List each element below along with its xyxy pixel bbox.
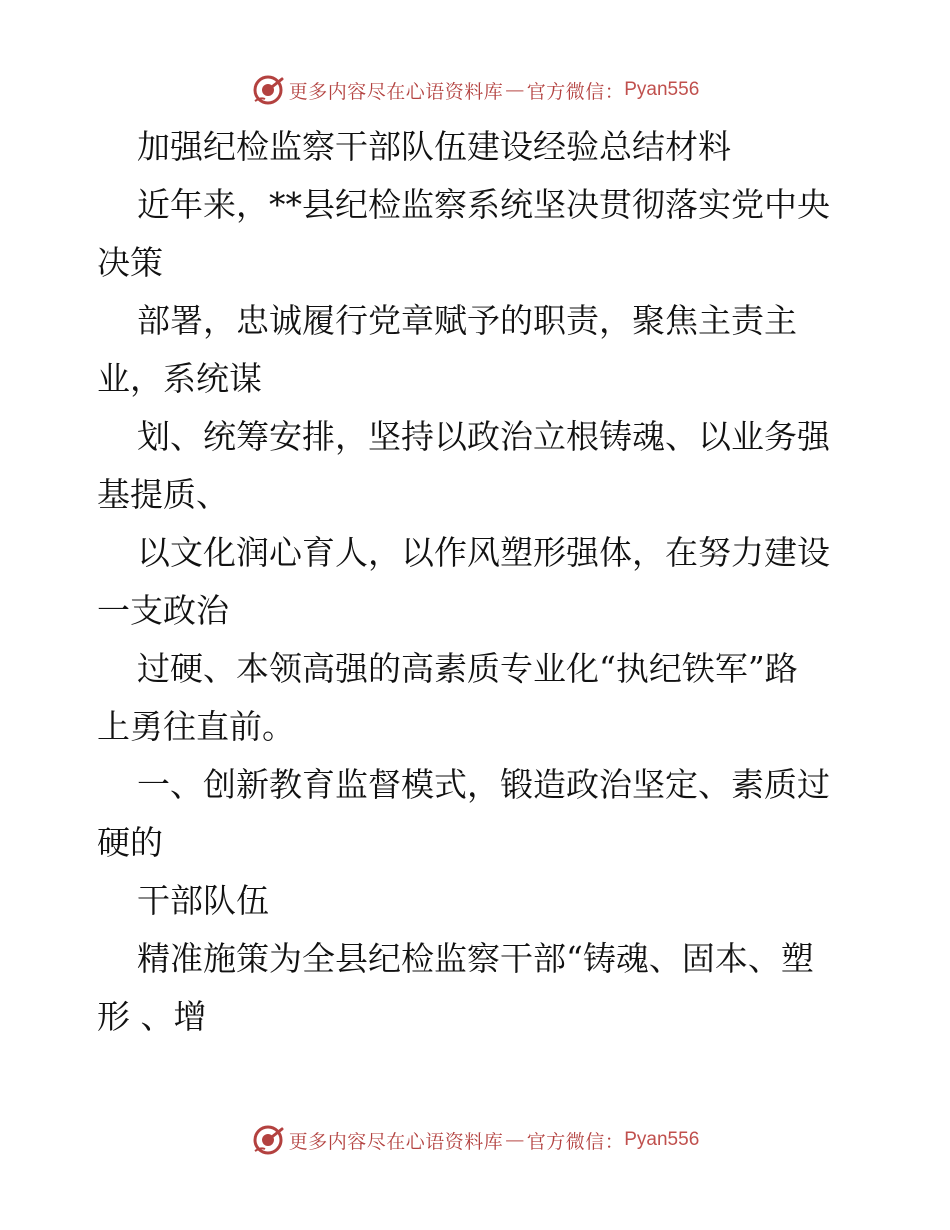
section-heading: 一、创新教育监督模式，锻造政治坚定、素质过 [137,765,830,804]
banner-wechat-label: 官方微信： [526,1130,625,1153]
footer-watermark-banner [0,1120,950,1160]
text-line: 过硬、本领高强的高素质专业化“执纪铁军”路 [137,649,798,688]
section-heading-continued: 干部队伍 [137,881,269,920]
text-line: 决策 [97,243,163,282]
banner-text: 更多内容尽在心语资料库 [288,1130,504,1153]
section-heading-continued: 硬的 [97,823,163,862]
text-line: 基提质、 [97,475,229,514]
text-line: 划、统筹安排，坚持以政治立根铸魂、以业务强 [137,417,830,456]
document-title: 加强纪检监察干部队伍建设经验总结材料 [137,127,731,166]
document-body [97,118,855,1046]
text-line: 业，系统谋 [97,359,262,398]
seal-pen-icon [251,73,285,107]
banner-text: 更多内容尽在心语资料库 [288,80,504,103]
text-line: 近年来，**县纪检监察系统坚决贯彻落实党中央 [137,185,830,224]
banner-wechat-id: Pyan556 [624,79,700,100]
banner-separator: — [505,79,525,101]
text-line: 以文化润心育人，以作风塑形强体，在努力建设 [137,533,830,572]
text-line: 部署，忠诚履行党章赋予的职责，聚焦主责主 [137,301,797,340]
text-line: 上勇往直前。 [97,707,295,746]
text-line: 一支政治 [97,591,229,630]
banner-separator: — [505,1129,525,1151]
seal-pen-icon [251,1123,285,1157]
text-line: 形 、增 [97,997,207,1036]
banner-wechat-label: 官方微信： [526,80,625,103]
header-watermark-banner [0,70,950,110]
text-line: 精准施策为全县纪检监察干部“铸魂、固本、塑 [137,939,814,978]
banner-wechat-id: Pyan556 [624,1129,700,1150]
